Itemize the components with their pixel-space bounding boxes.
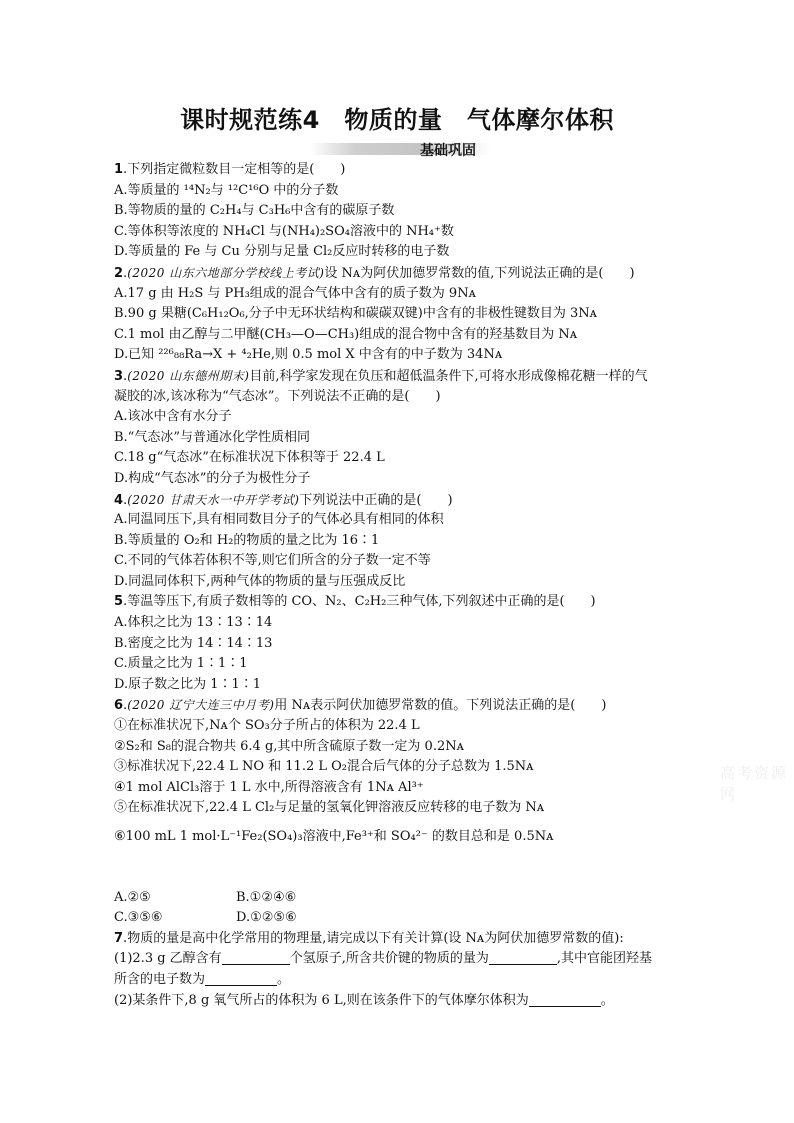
question-list (114, 160, 694, 1011)
sub-question-text: 所含的电子数为 (114, 971, 206, 987)
answer-blank[interactable] (205, 971, 277, 986)
question-number: 4 (114, 492, 124, 508)
statement-4: ④1 mol AlCl₃溶于 1 L 水中,所得溶液含有 1Nᴀ Al³⁺ (114, 779, 424, 795)
option-a: A.17 g 由 H₂S 与 PH₃组成的混合气体中含有的质子数为 9Nᴀ (114, 285, 476, 301)
sub-question-text: 。 (600, 992, 614, 1008)
option-grid (114, 888, 694, 929)
option-b: B.①②④⑥ (236, 889, 297, 905)
question-number: 6 (114, 698, 124, 714)
option-c: C.1 mol 由乙醇与二甲醚(CH₃—O—CH₃)组成的混合物中含有的羟基数目为 Nᴀ (114, 326, 578, 342)
question-source: (2020 甘肃天水一中开学考试) (127, 492, 300, 507)
question-source: (2020 山东德州期末) (127, 368, 250, 383)
option-c: C.等体积等浓度的 NH₄Cl 与(NH₄)₂SO₄溶液中的 NH₄⁺数 (114, 223, 454, 239)
statement-5: ⑤在标准状况下,22.4 L Cl₂与足量的氢氧化钾溶液反应转移的电子数为 Nᴀ (114, 800, 545, 816)
question-6: 6.(2020 辽宁大连三中月考)用 Nᴀ表示阿伏加德罗常数的值。下列说法正确的是( ) ①在标准状况下,Nᴀ个 SO₃分子所占的体积为 22.4 L ②S₂和 S₈的混合物共 6.4 g,其中所含硫原子数一定为 0.2Nᴀ ③标准状况下,22.4 L NO 和 11.2 L O₂混合后气体的分子总数为 1.5Nᴀ ④1 mol AlCl₃溶于 1 L 水中,所得溶液含有 1Nᴀ Al³⁺ ⑤在标准状况下,22.4 L Cl₂与足量的氢氧化钾溶液反应转移的电子数为 Nᴀ ⑥100 mL 1 mol·L⁻¹Fe₂(SO₄)₃溶液中,Fe³⁺和 SO₄²⁻ 的数目总和是 0.5Nᴀ A.②⑤ B.①②④⑥ C.③⑤⑥ D.①②⑤⑥ (114, 695, 694, 928)
question-number: 2 (114, 265, 124, 281)
answer-blank[interactable] (489, 950, 557, 965)
question-stem-continued: 凝胶的冰,该冰称为“气态冰”。下列说法不正确的是( ) (114, 388, 441, 404)
option-b: B.等物质的量的 C₂H₄与 C₃H₆中含有的碳原子数 (114, 203, 395, 219)
option-a: A.同温同压下,具有相同数目分子的气体必具有相同的体积 (114, 512, 444, 528)
watermark: 高考资源网 (720, 764, 789, 803)
option-d: D.等质量的 Fe 与 Cu 分别与足量 Cl₂反应时转移的电子数 (114, 244, 450, 260)
question-4: 4.(2020 甘肃天水一中开学考试)下列说法中正确的是( ) A.同温同压下,具有相同数目分子的气体必具有相同的体积 B.等质量的 O₂和 H₂的物质的量之比为 16∶1 C.不同的气体若体积不等,则它们所含的分子数一定不等 D.同温同体积下,两种气体的物质的量与压强成反比 (114, 490, 694, 593)
question-5: 5.等温等压下,有质子数相等的 CO、N₂、C₂H₂三种气体,下列叙述中正确的是( ) A.体积之比为 13∶13∶14 B.密度之比为 14∶14∶13 C.质量之比为 1∶1∶1 D.原子数之比为 1∶1∶1 (114, 592, 694, 695)
option-d: D.构成“气态冰”的分子为极性分子 (114, 470, 311, 486)
section-label: 基础巩固 (420, 143, 476, 159)
option-d: D.原子数之比为 1∶1∶1 (114, 676, 262, 692)
question-1: 1.下列指定微粒数目一定相等的是( ) A.等质量的 ¹⁴N₂与 ¹²C¹⁶O 中的分子数 B.等物质的量的 C₂H₄与 C₃H₆中含有的碳原子数 C.等体积等浓度的 NH₄Cl 与(NH₄)₂SO₄溶液中的 NH₄⁺数 D.等质量的 Fe 与 Cu 分别与足量 Cl₂反应时转移的电子数 (114, 160, 694, 263)
option-d: D.已知 ²²⁶₈₈Ra→X + ⁴₂He,则 0.5 mol X 中含有的中子数为 34Nᴀ (114, 347, 503, 363)
question-7: 7.物质的量是高中化学常用的物理量,请完成以下有关计算(设 Nᴀ为阿伏加德罗常数的值): (1)2.3 g 乙醇含有 个氢原子,所含共价键的物质的量为 ,其中官能团羟基 所含的电子数为 。 (2)某条件下,8 g 氧气所占的体积为 6 L,则在该条件下的气体摩尔体积为 。 (114, 929, 694, 1011)
sub-question-1-continued (114, 970, 694, 991)
statement-6: ⑥100 mL 1 mol·L⁻¹Fe₂(SO₄)₃溶液中,Fe³⁺和 SO₄²⁻ 的数目总和是 0.5Nᴀ (114, 829, 554, 844)
answer-blank[interactable] (222, 950, 290, 965)
question-stem: 下列说法中正确的是( ) (299, 492, 453, 508)
page-title: 课时规范练4 物质的量 气体摩尔体积 (180, 106, 614, 134)
question-2: 2.(2020 山东六地部分学校线上考试)设 Nᴀ为阿伏加德罗常数的值,下列说法正确的是( ) A.17 g 由 H₂S 与 PH₃组成的混合气体中含有的质子数为 9Nᴀ B.90 g 果糖(C₆H₁₂O₆,分子中无环状结构和碳碳双键)中含有的非极性键数目为 3Nᴀ C.1 mol 由乙醇与二甲醚(CH₃—O—CH₃)组成的混合物中含有的羟基数目为 Nᴀ D.已知 ²²⁶₈₈Ra→X + ⁴₂He,则 0.5 mol X 中含有的中子数为 34Nᴀ (114, 263, 694, 366)
option-a: A.该冰中含有水分子 (114, 409, 232, 425)
option-b: B.等质量的 O₂和 H₂的物质的量之比为 16∶1 (114, 532, 380, 548)
sub-question-2 (114, 991, 694, 1012)
question-stem: 下列指定微粒数目一定相等的是( ) (127, 162, 346, 177)
question-number: 5 (114, 594, 124, 610)
option-a: A.②⑤ (114, 889, 151, 905)
option-c: C.③⑤⑥ (114, 910, 163, 926)
option-a: A.等质量的 ¹⁴N₂与 ¹²C¹⁶O 中的分子数 (114, 182, 339, 198)
option-c: C.质量之比为 1∶1∶1 (114, 656, 248, 672)
question-source: (2020 山东六地部分学校线上考试) (127, 265, 325, 280)
question-3: 3.(2020 山东德州期末)目前,科学家发现在负压和超低温条件下,可将水形成像棉花糖一样的气 凝胶的冰,该冰称为“气态冰”。下列说法不正确的是( ) A.该冰中含有水分子 B.“气态冰”与普通冰化学性质相同 C.18 g“气态冰”在标准状况下体积等于 22.4 L D.构成“气态冰”的分子为极性分子 (114, 366, 694, 490)
sub-question-text: (1)2.3 g 乙醇含有 (114, 951, 222, 967)
question-number: 1 (114, 162, 124, 177)
option-d: D.同温同体积下,两种气体的物质的量与压强成反比 (114, 573, 406, 589)
sub-question-text: 个氢原子,所含共价键的物质的量为 (289, 951, 489, 967)
question-stem: 目前,科学家发现在负压和超低温条件下,可将水形成像棉花糖一样的气 (249, 368, 648, 384)
option-c: C.不同的气体若体积不等,则它们所含的分子数一定不等 (114, 553, 431, 569)
sub-question-text: (2)某条件下,8 g 氧气所占的体积为 6 L,则在该条件下的气体摩尔体积为 (114, 992, 529, 1008)
question-stem: 等温等压下,有质子数相等的 CO、N₂、C₂H₂三种气体,下列叙述中正确的是( ) (127, 594, 596, 610)
sub-question-text: 。 (277, 971, 291, 987)
question-number: 3 (114, 368, 124, 384)
question-stem: 用 Nᴀ表示阿伏加德罗常数的值。下列说法正确的是( ) (274, 698, 607, 714)
option-c: C.18 g“气态冰”在标准状况下体积等于 22.4 L (114, 450, 385, 466)
option-b: B.90 g 果糖(C₆H₁₂O₆,分子中无环状结构和碳碳双键)中含有的非极性键数目为 3Nᴀ (114, 306, 597, 322)
option-d: D.①②⑤⑥ (236, 910, 297, 926)
sub-question-1 (114, 949, 694, 970)
question-number: 7 (114, 930, 124, 946)
statement-2: ②S₂和 S₈的混合物共 6.4 g,其中所含硫原子数一定为 0.2Nᴀ (114, 738, 464, 754)
option-b: B.“气态冰”与普通冰化学性质相同 (114, 429, 310, 445)
option-a: A.体积之比为 13∶13∶14 (114, 615, 273, 631)
question-source: (2020 辽宁大连三中月考) (127, 698, 275, 713)
statement-3: ③标准状况下,22.4 L NO 和 11.2 L O₂混合后气体的分子总数为 1.5Nᴀ (114, 759, 534, 775)
question-stem: 设 Nᴀ为阿伏加德罗常数的值,下列说法正确的是( ) (324, 265, 635, 281)
statement-1: ①在标准状况下,Nᴀ个 SO₃分子所占的体积为 22.4 L (114, 718, 420, 734)
sub-question-text: ,其中官能团羟基 (556, 951, 652, 967)
option-b: B.密度之比为 14∶14∶13 (114, 635, 273, 651)
question-stem: 物质的量是高中化学常用的物理量,请完成以下有关计算(设 Nᴀ为阿伏加德罗常数的值): (127, 930, 624, 946)
answer-blank[interactable] (529, 992, 601, 1007)
